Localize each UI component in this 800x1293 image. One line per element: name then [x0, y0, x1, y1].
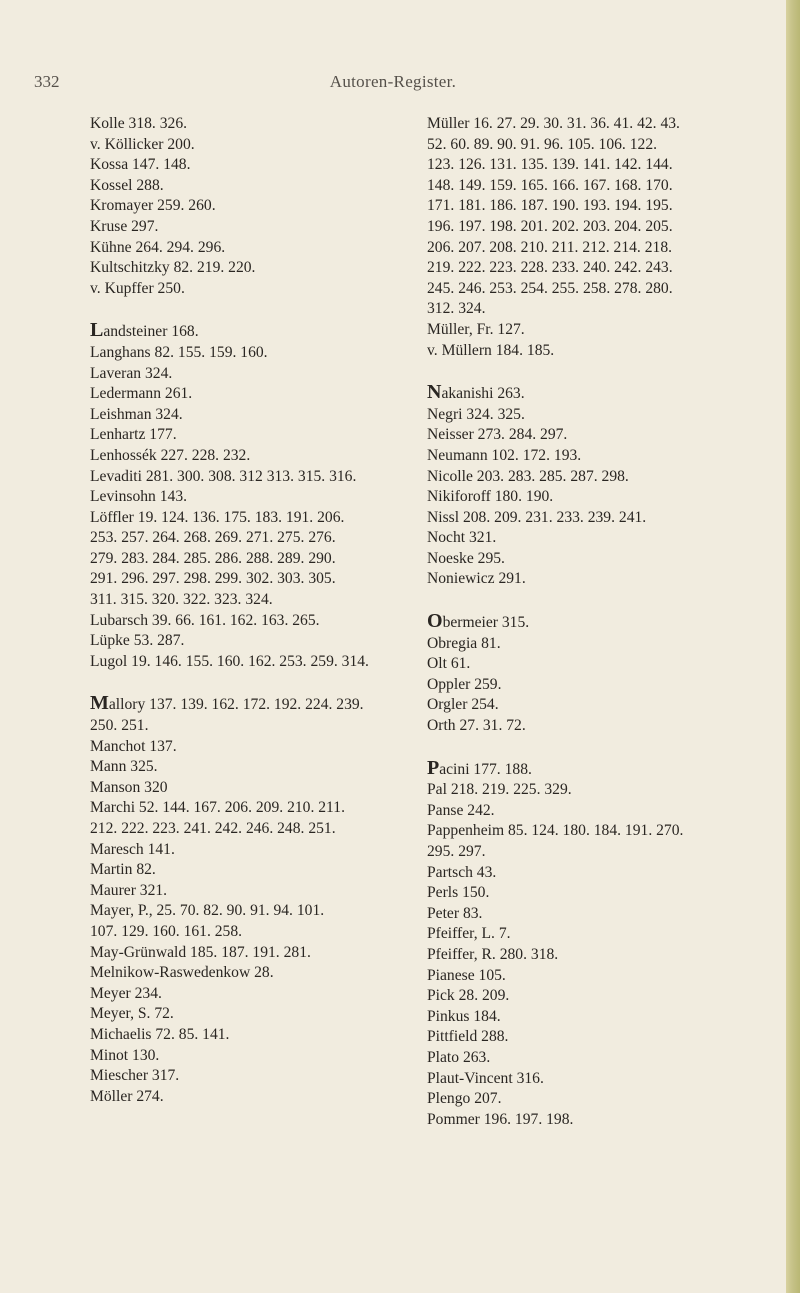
index-entry: Negri 324. 325.: [427, 405, 525, 423]
index-entry: Pal 218. 219. 225. 329.: [427, 781, 572, 799]
index-entry: Obregia 81.: [427, 634, 501, 652]
index-entry: Möller 274.: [90, 1087, 164, 1105]
index-entry: Langhans 82. 155. 159. 160.: [90, 343, 268, 361]
index-entry: 123. 126. 131. 135. 139. 141. 142. 144.: [427, 156, 673, 174]
index-entry: 219. 222. 223. 228. 233. 240. 242. 243.: [427, 259, 673, 277]
index-entry: 245. 246. 253. 254. 255. 258. 278. 280.: [427, 279, 673, 297]
page-number: 332: [34, 72, 60, 91]
section-gap: [427, 361, 777, 382]
index-entry: Meyer, S. 72.: [90, 1005, 174, 1023]
index-entry: 196. 197. 198. 201. 202. 203. 204. 205.: [427, 217, 673, 235]
index-entry: Mann 325.: [90, 758, 158, 776]
index-entry: Leishman 324.: [90, 405, 183, 423]
index-entry: 52. 60. 89. 90. 91. 96. 105. 106. 122.: [427, 135, 658, 153]
index-entry: 295. 297.: [427, 843, 486, 860]
index-entry: 212. 222. 223. 241. 242. 246. 248. 251.: [90, 820, 336, 837]
index-entry: 312. 324.: [427, 300, 486, 318]
index-entry: Plaut-Vincent 316.: [427, 1069, 544, 1087]
index-entry: Nakanishi 263.: [427, 381, 525, 404]
index-entry: Lüpke 53. 287.: [90, 632, 185, 650]
index-entry: Noniewicz 291.: [427, 570, 526, 588]
index-entry: Pacini 177. 188.: [427, 756, 532, 779]
index-entry: Laveran 324.: [90, 364, 173, 382]
index-column-right: [427, 114, 777, 1130]
index-entry: Kromayer 259. 260.: [90, 197, 216, 215]
index-entry: Pommer 196. 197. 198.: [427, 1110, 574, 1128]
index-entry: Mayer, P., 25. 70. 82. 90. 91. 94. 101.: [90, 902, 325, 920]
index-entry: Orth 27. 31. 72.: [427, 717, 526, 735]
index-column-left: [90, 114, 390, 1107]
index-entry: v. Köllicker 200.: [90, 135, 195, 153]
index-entry: Manson 320: [90, 778, 168, 796]
running-head: Autoren-Register.: [329, 72, 457, 91]
index-entry: Pfeiffer, L. 7.: [427, 925, 511, 943]
index-entry: Perls 150.: [427, 884, 490, 902]
index-entry: Oppler 259.: [427, 675, 502, 693]
index-entry: Ledermann 261.: [90, 385, 193, 403]
index-entry: Löffler 19. 124. 136. 175. 183. 191. 206.: [90, 508, 345, 526]
index-entry: Müller 16. 27. 29. 30. 31. 36. 41. 42. 43.: [427, 115, 680, 132]
index-entry: Neumann 102. 172. 193.: [427, 446, 582, 464]
index-entry: 253. 257. 264. 268. 269. 271. 275. 276.: [90, 529, 336, 547]
index-entry: Partsch 43.: [427, 863, 497, 881]
index-entry: 279. 283. 284. 285. 286. 288. 289. 290.: [90, 549, 336, 567]
index-entry: 206. 207. 208. 210. 211. 212. 214. 218.: [427, 238, 673, 256]
index-entry: Müller, Fr. 127.: [427, 320, 525, 338]
index-entry: Pfeiffer, R. 280. 318.: [427, 945, 559, 963]
index-entry: Noeske 295.: [427, 549, 505, 567]
section-gap: [427, 590, 777, 611]
index-entry: Pick 28. 209.: [427, 987, 510, 1005]
index-entry: Maresch 141.: [90, 840, 175, 858]
index-entry: Kruse 297.: [90, 217, 159, 235]
index-entry: Lubarsch 39. 66. 161. 162. 163. 265.: [90, 611, 320, 629]
index-entry: Michaelis 72. 85. 141.: [90, 1025, 230, 1043]
index-entry: May-Grünwald 185. 187. 191. 281.: [90, 943, 311, 961]
index-entry: Kühne 264. 294. 296.: [90, 238, 226, 256]
index-entry: Landsteiner 168.: [90, 319, 199, 342]
index-entry: Lugol 19. 146. 155. 160. 162. 253. 259. 314.: [90, 652, 369, 670]
index-entry: v. Müllern 184. 185.: [427, 341, 555, 359]
index-entry: Pappenheim 85. 124. 180. 184. 191. 270.: [427, 822, 684, 840]
index-entry: Nikiforoff 180. 190.: [427, 488, 554, 506]
index-entry: Marchi 52. 144. 167. 206. 209. 210. 211.: [90, 799, 345, 817]
index-entry: Kossel 288.: [90, 176, 164, 194]
index-entry: Nocht 321.: [427, 529, 497, 547]
index-entry: Meyer 234.: [90, 984, 162, 1002]
index-entry: 171. 181. 186. 187. 190. 193. 194. 195.: [427, 197, 673, 215]
section-gap: [90, 299, 390, 320]
index-entry: Neisser 273. 284. 297.: [427, 426, 568, 444]
index-entry: Manchot 137.: [90, 737, 177, 755]
index-entry: Nissl 208. 209. 231. 233. 239. 241.: [427, 508, 647, 526]
index-entry: Pittfield 288.: [427, 1028, 509, 1046]
index-entry: Martin 82.: [90, 861, 156, 879]
index-entry: Pinkus 184.: [427, 1007, 501, 1025]
index-entry: Kossa 147. 148.: [90, 156, 191, 174]
index-entry: Lenhossék 227. 228. 232.: [90, 446, 251, 464]
index-entry: Orgler 254.: [427, 696, 499, 714]
index-entry: 107. 129. 160. 161. 258.: [90, 922, 243, 940]
section-gap: [427, 737, 777, 758]
index-entry: v. Kupffer 250.: [90, 279, 185, 297]
index-entry: Mallory 137. 139. 162. 172. 192. 224. 239.: [90, 692, 364, 715]
index-entry: Olt 61.: [427, 655, 471, 673]
index-entry: Levaditi 281. 300. 308. 312 313. 315. 316.: [90, 467, 357, 485]
index-entry: Peter 83.: [427, 904, 483, 922]
index-entry: 291. 296. 297. 298. 299. 302. 303. 305.: [90, 570, 336, 588]
index-entry: Melnikow-Raswedenkow 28.: [90, 964, 274, 982]
index-entry: Nicolle 203. 283. 285. 287. 298.: [427, 467, 629, 485]
index-entry: 250. 251.: [90, 717, 149, 735]
index-entry: Maurer 321.: [90, 881, 168, 899]
index-entry: Obermeier 315.: [427, 610, 530, 633]
index-entry: Plengo 207.: [427, 1090, 502, 1108]
page-edge: [786, 0, 800, 1293]
index-entry: Kolle 318. 326.: [90, 115, 188, 132]
index-entry: Panse 242.: [427, 801, 495, 819]
section-gap: [90, 672, 390, 693]
index-entry: Miescher 317.: [90, 1067, 180, 1085]
index-entry: Lenhartz 177.: [90, 426, 177, 444]
index-entry: 311. 315. 320. 322. 323. 324.: [90, 591, 273, 609]
index-entry: Pianese 105.: [427, 966, 506, 984]
page-header: [0, 72, 800, 96]
index-entry: Levinsohn 143.: [90, 488, 188, 506]
index-entry: Minot 130.: [90, 1046, 160, 1064]
index-entry: Kultschitzky 82. 219. 220.: [90, 259, 256, 277]
index-entry: 148. 149. 159. 165. 166. 167. 168. 170.: [427, 176, 673, 194]
index-entry: Plato 263.: [427, 1048, 491, 1066]
